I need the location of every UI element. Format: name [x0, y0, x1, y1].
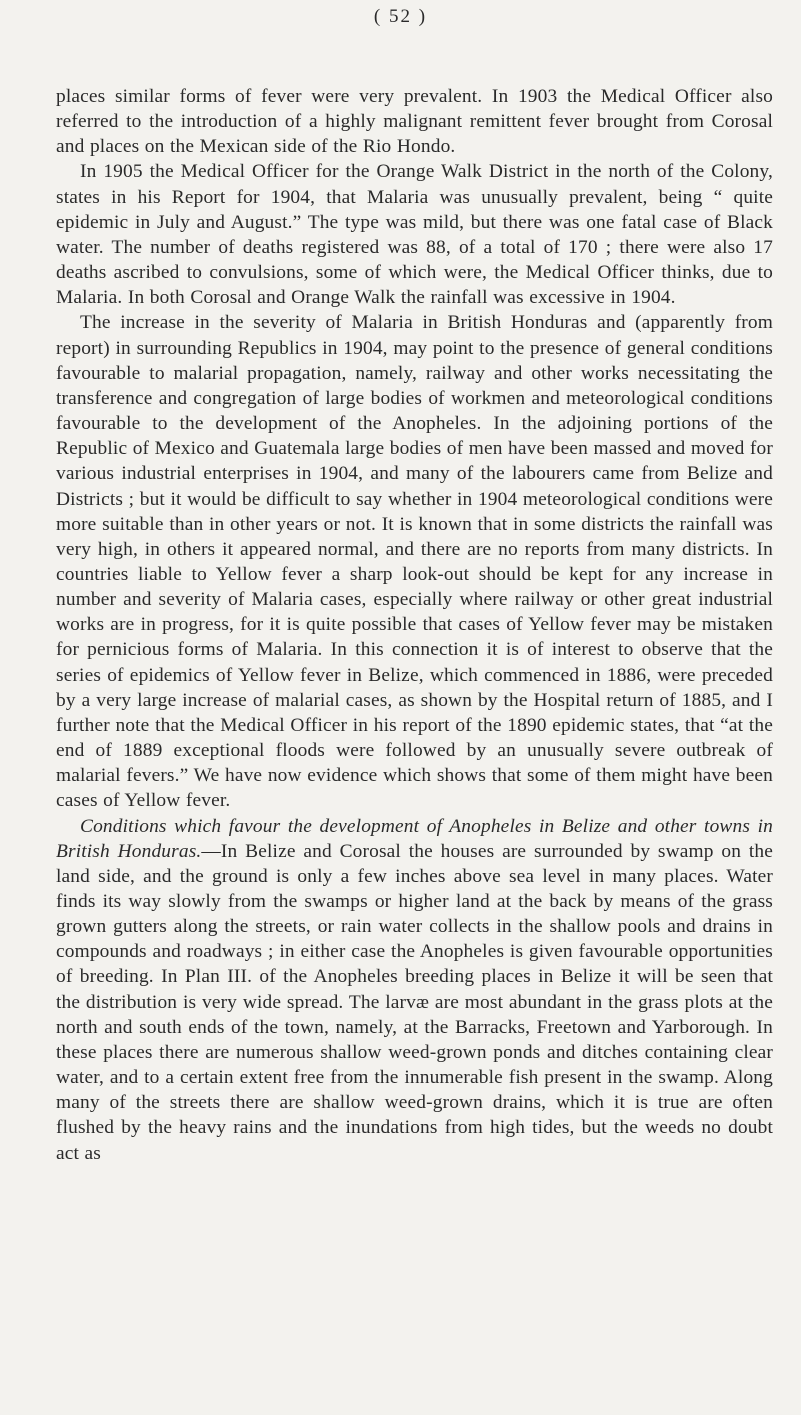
- paragraph-text: —In Belize and Corosal the houses are surrounded by swamp on the land side, and the ground is only a few inches above sea level in many places. Water finds its way slowly from the swamps or higher land at the back by means of the grass grown gutters along the streets, or rain water collects in the shallow pools and drains in compounds and roadways ; in either case the Anopheles is given favourable opportunities of breeding. In Plan III. of the Anopheles breeding places in Belize it will be seen that the distribution is very wide spread. The larvæ are most abundant in the grass plots at the north and south ends of the town, namely, at the Barracks, Freetown and Yarborough. In these places there are numerous shallow weed-grown ponds and ditches containing clear water, and to a certain extent free from the innumerable fish present in the swamp. Along many of the streets there are shallow weed-grown drains, which it is true are often flushed by the heavy rains and the inundations from high tides, but the weeds no doubt act as: [56, 840, 773, 1164]
- body-text: [56, 84, 773, 1166]
- paragraph-text: places similar forms of fever were very prevalent. In 1903 the Medical Officer also referred to the introduction of a highly malignant remittent fever brought from Corosal and places on the Mexican side of the Rio Hondo.: [56, 86, 773, 158]
- page-number: ( 52 ): [373, 6, 428, 27]
- paragraph-malaria-increase: [56, 310, 773, 813]
- paragraph-text: In 1905 the Medical Officer for the Orange Walk District in the north of the Colony, states in his Report for 1904, that Malaria was unusually prevalent, being “ quite epidemic in July and August.” The type was mild, but there was one fatal case of Black water. The number of deaths registered was 88, of a total of 170 ; there were also 17 deaths ascribed to convulsions, some of which were, the Medical Officer thinks, due to Malaria. In both Corosal and Orange Walk the rainfall was excessive in 1904.: [56, 161, 773, 309]
- paragraph-conditions: [56, 814, 773, 1166]
- paragraph-continuation: [56, 84, 773, 159]
- paragraph-orange-walk: [56, 159, 773, 310]
- section-lead-heading: Conditions which favour the development of Anopheles in Belize and other towns in British Honduras.: [56, 815, 773, 862]
- paragraph-text: The increase in the severity of Malaria in British Honduras and (apparently from report) in surrounding Republics in 1904, may point to the presence of general conditions favourable to malarial propagation, namely, railway and other works necessitating the transference and congregation of large bodies of workmen and meteorological conditions favourable to the development of the Anopheles. In the adjoining portions of the Republic of Mexico and Guatemala large bodies of men have been massed and moved for various industrial enterprises in 1904, and many of the labourers came from Belize and Districts ; but it would be difficult to say whether in 1904 meteorological conditions were more suitable than in other years or not. It is known that in some districts the rainfall was very high, in others it appeared normal, and there are no reports from many districts. In countries liable to Yellow fever a sharp look-out should be kept for any increase in number and severity of Malaria cases, especially where railway or other great industrial works are in progress, for it is quite possible that cases of Yellow fever may be mistaken for pernicious forms of Malaria. In this connection it is of interest to observe that the series of epidemics of Yellow fever in Belize, which commenced in 1886, were preceded by a very large increase of malarial cases, as shown by the Hospital return of 1885, and I further note that the Medical Officer in his report of the 1890 epidemic states, that “at the end of 1889 exceptional floods were followed by an unusually severe outbreak of malarial fevers.” We have now evidence which shows that some of them might have been cases of Yellow fever.: [56, 312, 773, 812]
